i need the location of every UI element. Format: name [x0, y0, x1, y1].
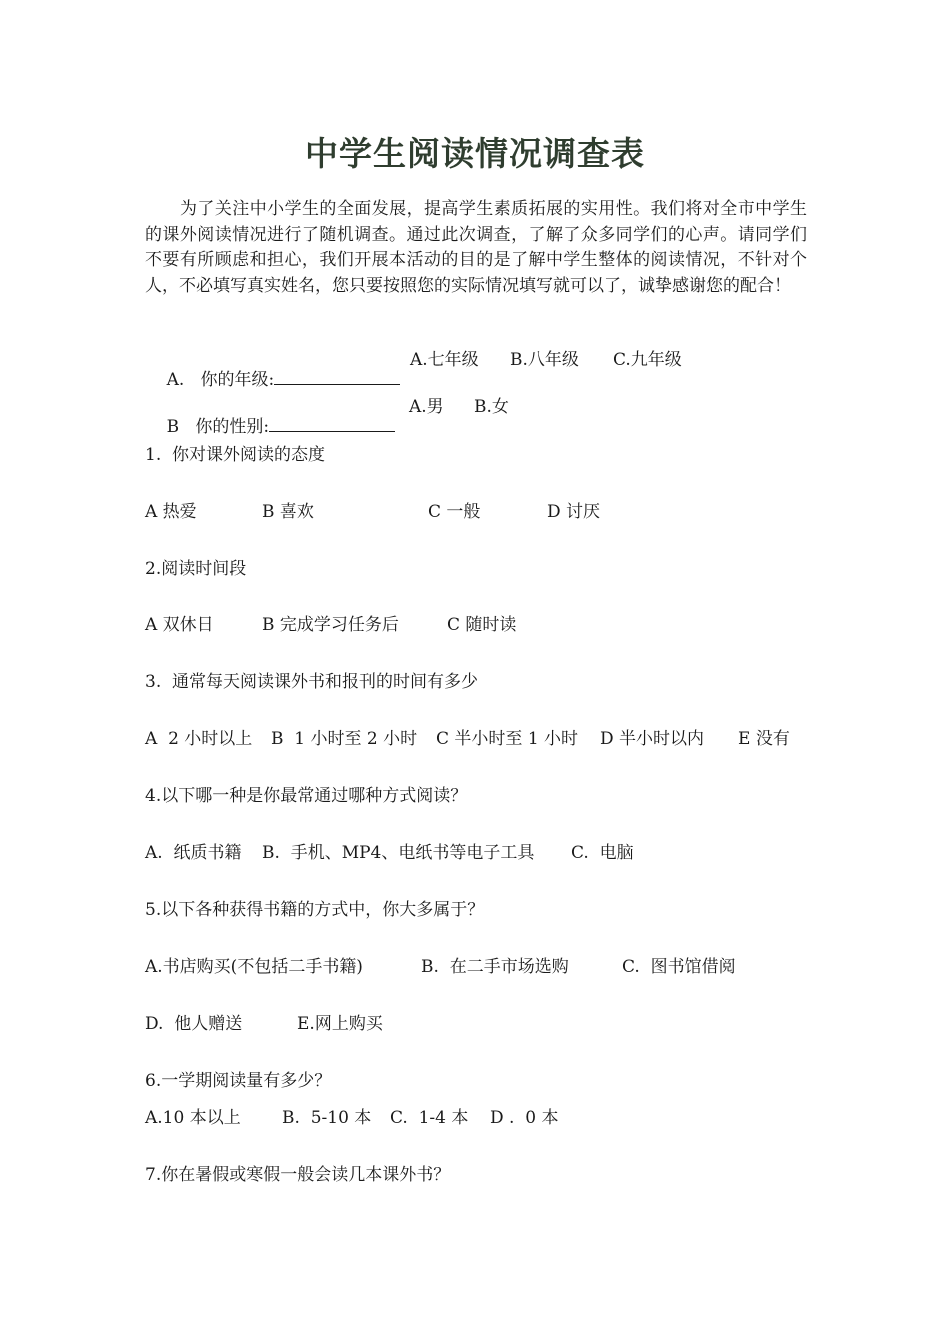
q1-option-b[interactable]: B 喜欢 [262, 502, 314, 522]
q3-option-c[interactable]: C 半小时至 1 小时 [436, 729, 579, 749]
question-4: 4.以下哪一种是你最常通过哪种方式阅读？ [145, 786, 468, 806]
q6-option-b[interactable]: B. 5-10 本 [282, 1108, 372, 1128]
question-1: 1. 你对课外阅读的态度 [145, 445, 326, 465]
q1-option-a[interactable]: A 热爱 [145, 502, 197, 522]
gender-option-female[interactable]: B.女 [474, 397, 509, 417]
question-6: 6.一学期阅读量有多少？ [145, 1071, 332, 1091]
q4-option-b[interactable]: B. 手机、MP4、电纸书等电子工具 [262, 843, 535, 863]
q6-option-c[interactable]: C. 1-4 本 [390, 1108, 469, 1128]
q3-option-b[interactable]: B 1 小时至 2 小时 [271, 729, 418, 749]
q4-option-a[interactable]: A. 纸质书籍 [145, 843, 242, 863]
page-title: 中学生阅读情况调查表 [305, 134, 645, 173]
q5-option-b[interactable]: B. 在二手市场选购 [421, 957, 569, 977]
q3-option-d[interactable]: D 半小时以内 [600, 729, 705, 749]
q5-option-a[interactable]: A.书店购买(不包括二手书籍) [145, 957, 363, 977]
q5-option-e[interactable]: E.网上购买 [297, 1014, 383, 1034]
q3-option-a[interactable]: A 2 小时以上 [145, 729, 253, 749]
intro-text: 为了关注中小学生的全面发展，提高学生素质拓展的实用性。我们将对全市中学生的课外阅读情况进行了随机调查。通过此次调查，了解了众多同学们的心声。请同学们不要有所顾虑和担心，我们开展本活动的目的是了解中学生整体的阅读情况，不针对个人，不必填写真实姓名，您只要按照您的实际情况填写就可以了，诚挚感谢您的配合！ [145, 199, 807, 296]
grade-option-7[interactable]: A.七年级 [410, 350, 479, 370]
question-2: 2.阅读时间段 [145, 559, 247, 579]
q2-option-c[interactable]: C 随时读 [447, 615, 517, 635]
gender-option-male[interactable]: A.男 [409, 397, 444, 417]
q3-option-e[interactable]: E 没有 [738, 729, 790, 749]
q6-option-a[interactable]: A.10 本以上 [145, 1108, 241, 1128]
grade-label: A. 你的年级: [166, 370, 275, 390]
question-5: 5.以下各种获得书籍的方式中，你大多属于？ [145, 900, 485, 920]
intro-paragraph [145, 197, 807, 299]
q5-option-c[interactable]: C. 图书馆借阅 [622, 957, 736, 977]
grade-option-8[interactable]: B.八年级 [510, 350, 579, 370]
q5-option-d[interactable]: D. 他人赠送 [145, 1014, 243, 1034]
gender-label: B 你的性别: [166, 417, 270, 437]
q6-option-d[interactable]: D . 0 本 [490, 1108, 559, 1128]
gender-blank[interactable] [269, 415, 395, 432]
q1-option-c[interactable]: C 一般 [428, 502, 481, 522]
grade-option-9[interactable]: C.九年级 [613, 350, 682, 370]
q4-option-c[interactable]: C. 电脑 [571, 843, 634, 863]
q1-option-d[interactable]: D 讨厌 [547, 502, 601, 522]
question-7: 7.你在暑假或寒假一般会读几本课外书？ [145, 1165, 451, 1185]
grade-blank[interactable] [274, 368, 400, 385]
question-3: 3. 通常每天阅读课外书和报刊的时间有多少 [145, 672, 479, 692]
q2-option-a[interactable]: A 双休日 [145, 615, 214, 635]
q2-option-b[interactable]: B 完成学习任务后 [262, 615, 399, 635]
